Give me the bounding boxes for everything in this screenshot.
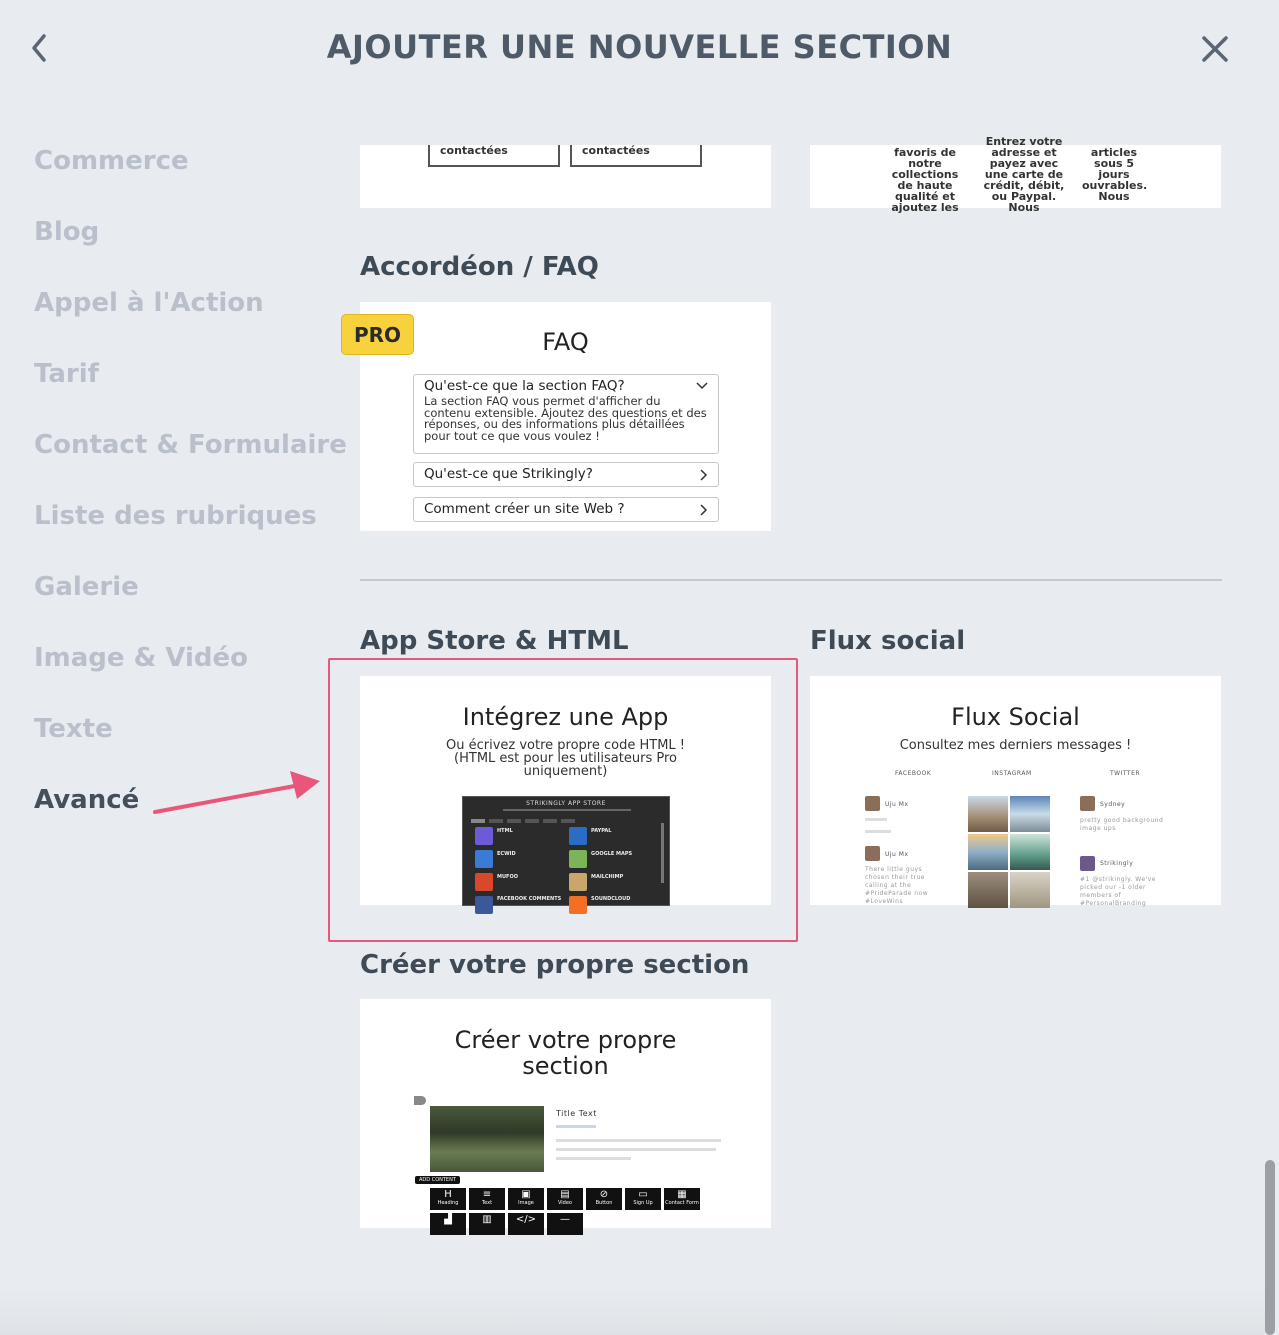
tool-label: Video: [557, 1200, 572, 1206]
tab: [489, 819, 503, 823]
avatar: [865, 796, 880, 811]
section-title-app-store: App Store & HTML: [360, 626, 629, 656]
ecwid-app-icon: [475, 850, 493, 868]
annotation-arrow: [150, 765, 330, 820]
card-subtitle: Ou écrivez votre propre code HTML ! (HTML est pour les utilisateurs Pro uniquement): [446, 738, 685, 779]
app-label: MAILCHIMP: [591, 874, 624, 880]
commerce-preview-card[interactable]: [360, 145, 771, 208]
step-text: favoris de notre collections de haute qualité et ajoutez les: [891, 146, 959, 214]
paypal-app-icon: [569, 827, 587, 845]
tool-label: Button: [595, 1200, 613, 1206]
sidebar-item-text[interactable]: Texte: [34, 714, 113, 744]
post-author: Uju Mx: [885, 851, 909, 858]
faq-item: [413, 497, 719, 522]
sidebar-item-commerce[interactable]: Commerce: [34, 146, 189, 176]
partial-box: contactées: [570, 145, 702, 167]
category-sidebar: [34, 140, 347, 850]
tab: [543, 819, 557, 823]
faq-preview-card[interactable]: [360, 302, 771, 531]
card-heading: Créer votre propre section: [454, 1026, 677, 1080]
sidebar-item-call-to-action[interactable]: Appel à l'Action: [34, 288, 264, 318]
add-content-label: ADD CONTENT: [415, 1176, 460, 1184]
section-title-faq: Accordéon / FAQ: [360, 252, 599, 282]
instagram-photo: [968, 796, 1008, 832]
app-store-title: STRIKINGLY APP STORE: [526, 800, 606, 807]
chevron-right-icon: [698, 469, 708, 481]
sidebar-item-contact-form[interactable]: Contact & Formulaire: [34, 430, 347, 460]
scrollbar-thumb[interactable]: [1265, 1160, 1275, 1335]
step-text: Entrez votre adresse et payez avec une carte de crédit, débit, ou Paypal. Nous: [983, 135, 1065, 214]
app-label: GOOGLE MAPS: [591, 851, 633, 857]
sidebar-item-gallery[interactable]: Galerie: [34, 572, 139, 602]
tool-label: Image: [518, 1200, 534, 1206]
maps-app-icon: [569, 850, 587, 868]
faq-item: [413, 374, 719, 454]
tool-label: Text: [481, 1200, 493, 1206]
html-app-icon: [475, 827, 493, 845]
instagram-photo: [1010, 796, 1050, 832]
mailchimp-app-icon: [569, 873, 587, 891]
tab: [561, 819, 575, 823]
tab: [471, 819, 485, 823]
builder-title-text: Title Text: [556, 1109, 597, 1118]
bottom-fade: [0, 1290, 1265, 1335]
columns-tool: ▥: [469, 1213, 505, 1235]
instagram-photo: [1010, 872, 1050, 908]
video-tool: ▤ Video: [547, 1188, 583, 1210]
app-label: MUFOO: [497, 874, 518, 880]
faq-question: Comment créer un site Web ?: [424, 501, 625, 517]
faq-question: Qu'est-ce que Strikingly?: [424, 466, 593, 482]
post-text-line: [865, 830, 891, 833]
post-author: Uju Mx: [885, 801, 909, 808]
code-tool: </>: [508, 1213, 544, 1235]
facebook-column-label: FACEBOOK: [895, 770, 932, 777]
card-subtitle: Consultez mes derniers messages !: [899, 738, 1132, 753]
sidebar-item-image-video[interactable]: Image & Vidéo: [34, 643, 249, 673]
avatar: [1080, 856, 1095, 871]
checkout-preview-card[interactable]: [810, 135, 1221, 214]
heading-tool: H Heading: [430, 1188, 466, 1210]
instagram-photo: [968, 834, 1008, 870]
section-divider: [360, 579, 1222, 581]
contact-form-tool: ▦ Contact Form: [664, 1188, 700, 1210]
text-line: [556, 1139, 721, 1142]
faq-item: [413, 462, 719, 487]
app-label: PAYPAL: [591, 828, 612, 834]
forest-image: [430, 1106, 544, 1172]
close-icon: [1198, 32, 1232, 66]
post-text: There little guys chosen their true calling at the #PrideParade now #LoveWins: [865, 866, 929, 905]
sidebar-item-list[interactable]: Liste des rubriques: [34, 501, 317, 531]
divider-tool: —: [547, 1213, 583, 1235]
social-feed-preview-card[interactable]: [810, 676, 1221, 905]
tool-label: Heading: [437, 1200, 459, 1206]
instagram-photo: [1010, 834, 1050, 870]
sidebar-item-pricing[interactable]: Tarif: [34, 359, 99, 389]
gallery-tool: ▟: [430, 1213, 466, 1235]
text-tool: ≡ Text: [469, 1188, 505, 1210]
app-store-tabs: [471, 819, 661, 823]
faq-heading: FAQ: [542, 328, 589, 356]
post-text-line: [865, 818, 887, 821]
tab: [507, 819, 521, 823]
scrollbar-track: [661, 823, 664, 883]
tool-label: Contact Form: [665, 1200, 699, 1206]
divider-line: [503, 809, 631, 811]
tool-label: Sign Up: [633, 1200, 653, 1206]
soundcloud-app-icon: [569, 896, 587, 914]
app-label: SOUNDCLOUD: [591, 896, 631, 902]
chevron-down-icon: [696, 381, 708, 391]
instagram-column-label: INSTAGRAM: [992, 770, 1032, 777]
custom-section-preview-card[interactable]: [360, 999, 771, 1228]
post-text: pretty good background image ups: [1080, 817, 1164, 832]
button-tool: ⊘ Button: [586, 1188, 622, 1210]
twitter-column-label: TWITTER: [1110, 770, 1141, 777]
app-label: ECWID: [497, 851, 516, 857]
drag-handle-icon: [414, 1096, 426, 1105]
partial-box: contactées: [428, 145, 560, 167]
image-tool: ▣ Image: [508, 1188, 544, 1210]
text-line: [556, 1148, 716, 1151]
tab: [525, 819, 539, 823]
card-heading: Flux Social: [951, 703, 1080, 731]
faq-question: Qu'est-ce que la section FAQ?: [424, 378, 625, 394]
avatar: [1080, 796, 1095, 811]
close-button[interactable]: [1198, 32, 1232, 66]
modal-header: [0, 0, 1279, 100]
post-author: Sydney: [1100, 801, 1126, 808]
signup-tool: ▭ Sign Up: [625, 1188, 661, 1210]
app-label: HTML: [497, 828, 513, 834]
text-line: [556, 1157, 631, 1160]
modal-title: AJOUTER UNE NOUVELLE SECTION: [326, 28, 953, 66]
pro-badge: PRO: [341, 314, 414, 355]
section-title-social: Flux social: [810, 626, 966, 656]
app-store-screenshot: [462, 796, 670, 906]
chevron-right-icon: [698, 504, 708, 516]
instagram-photo: [968, 872, 1008, 908]
text-line: [556, 1125, 596, 1128]
sidebar-item-blog[interactable]: Blog: [34, 217, 100, 247]
card-heading: Intégrez une App: [462, 703, 669, 731]
facebook-app-icon: [475, 896, 493, 914]
step-text: articles sous 5 jours ouvrables. Nous: [1082, 146, 1148, 203]
sidebar-item-advanced[interactable]: Avancé: [34, 785, 140, 815]
mufoo-app-icon: [475, 873, 493, 891]
app-store-preview-card[interactable]: [360, 676, 771, 905]
post-text: #1 @strikingly. We've picked our -1 older members of #PersonalBranding: [1080, 876, 1156, 907]
section-title-custom: Créer votre propre section: [360, 950, 750, 980]
avatar: [865, 846, 880, 861]
faq-answer: La section FAQ vous permet d'afficher du contenu extensible. Ajoutez des questions et des réponses, ou des informations plus détaillées pour tout ce que vous voulez !: [424, 394, 707, 443]
app-label: FACEBOOK COMMENTS: [497, 896, 562, 902]
post-author: Strikingly: [1100, 860, 1134, 867]
